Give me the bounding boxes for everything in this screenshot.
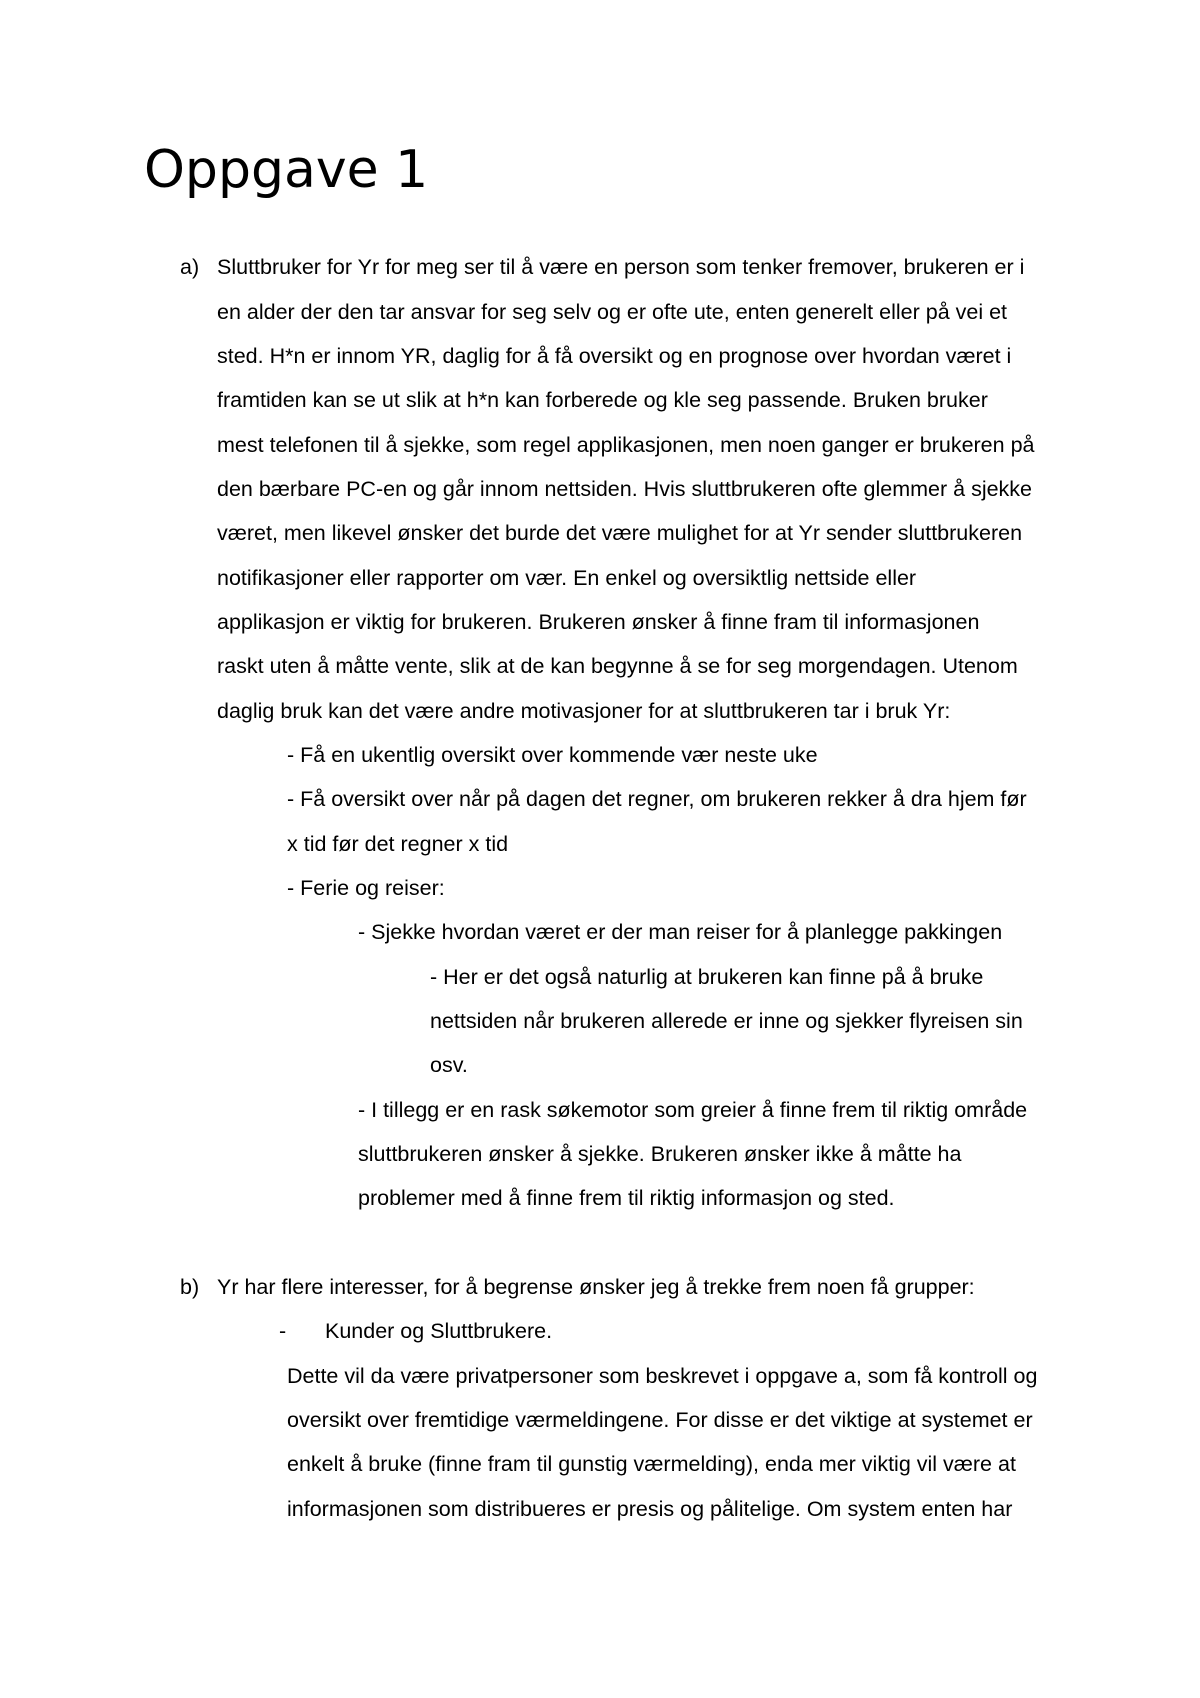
- text-line: en alder der den tar ansvar for seg selv og er ofte ute, enten generelt eller på vei et: [217, 300, 1008, 324]
- list-marker-b: b): [180, 1275, 200, 1299]
- list-item: sluttbrukeren ønsker å sjekke. Brukeren ønsker ikke å måtte ha: [358, 1142, 962, 1166]
- text-line: applikasjon er viktig for brukeren. Brukeren ønsker å finne fram til informasjonen: [217, 610, 980, 634]
- list-item: - Sjekke hvordan været er der man reiser for å planlegge pakkingen: [358, 920, 1003, 944]
- text-line: mest telefonen til å sjekke, som regel applikasjonen, men noen ganger er brukeren på: [217, 433, 1035, 457]
- bullet-dash: -: [279, 1319, 287, 1343]
- text-line: oversikt over fremtidige værmeldingene. For disse er det viktige at systemet er: [287, 1408, 1033, 1432]
- text-line: Yr har flere interesser, for å begrense ønsker jeg å trekke frem noen få grupper:: [217, 1275, 975, 1299]
- list-item: - Få oversikt over når på dagen det regner, om brukeren rekker å dra hjem før: [287, 787, 1027, 811]
- page-title: Oppgave 1: [144, 140, 429, 200]
- bullet-label: Kunder og Sluttbrukere.: [325, 1319, 553, 1343]
- text-line: enkelt å bruke (finne fram til gunstig værmelding), enda mer viktig vil være at: [287, 1452, 1016, 1476]
- text-line: sted. H*n er innom YR, daglig for å få oversikt og en prognose over hvordan været i: [217, 344, 1012, 368]
- text-line: raskt uten å måtte vente, slik at de kan begynne å se for seg morgendagen. Utenom: [217, 654, 1018, 678]
- text-line: Sluttbruker for Yr for meg ser til å være en person som tenker fremover, brukeren er i: [217, 255, 1025, 279]
- text-line: Dette vil da være privatpersoner som beskrevet i oppgave a, som få kontroll og: [287, 1364, 1038, 1388]
- list-item: x tid før det regner x tid: [287, 832, 509, 856]
- list-item: problemer med å finne frem til riktig informasjon og sted.: [358, 1186, 895, 1210]
- text-line: informasjonen som distribueres er presis og pålitelige. Om system enten har: [287, 1497, 1013, 1521]
- list-item: - Få en ukentlig oversikt over kommende vær neste uke: [287, 743, 818, 767]
- list-marker-a: a): [180, 255, 200, 279]
- text-line: været, men likevel ønsker det burde det være mulighet for at Yr sender sluttbrukeren: [217, 521, 1023, 545]
- text-line: framtiden kan se ut slik at h*n kan forberede og kle seg passende. Bruken bruker: [217, 388, 988, 412]
- text-line: daglig bruk kan det være andre motivasjoner for at sluttbrukeren tar i bruk Yr:: [217, 699, 951, 723]
- text-line: notifikasjoner eller rapporter om vær. En enkel og oversiktlig nettside eller: [217, 566, 917, 590]
- list-item: - Ferie og reiser:: [287, 876, 445, 900]
- text-line: den bærbare PC-en og går innom nettsiden. Hvis sluttbrukeren ofte glemmer å sjekke: [217, 477, 1033, 501]
- list-item: osv.: [430, 1053, 468, 1077]
- list-item: nettsiden når brukeren allerede er inne og sjekker flyreisen sin: [430, 1009, 1023, 1033]
- list-item: - Her er det også naturlig at brukeren kan finne på å bruke: [430, 965, 984, 989]
- list-item: - I tillegg er en rask søkemotor som greier å finne frem til riktig område: [358, 1098, 1028, 1122]
